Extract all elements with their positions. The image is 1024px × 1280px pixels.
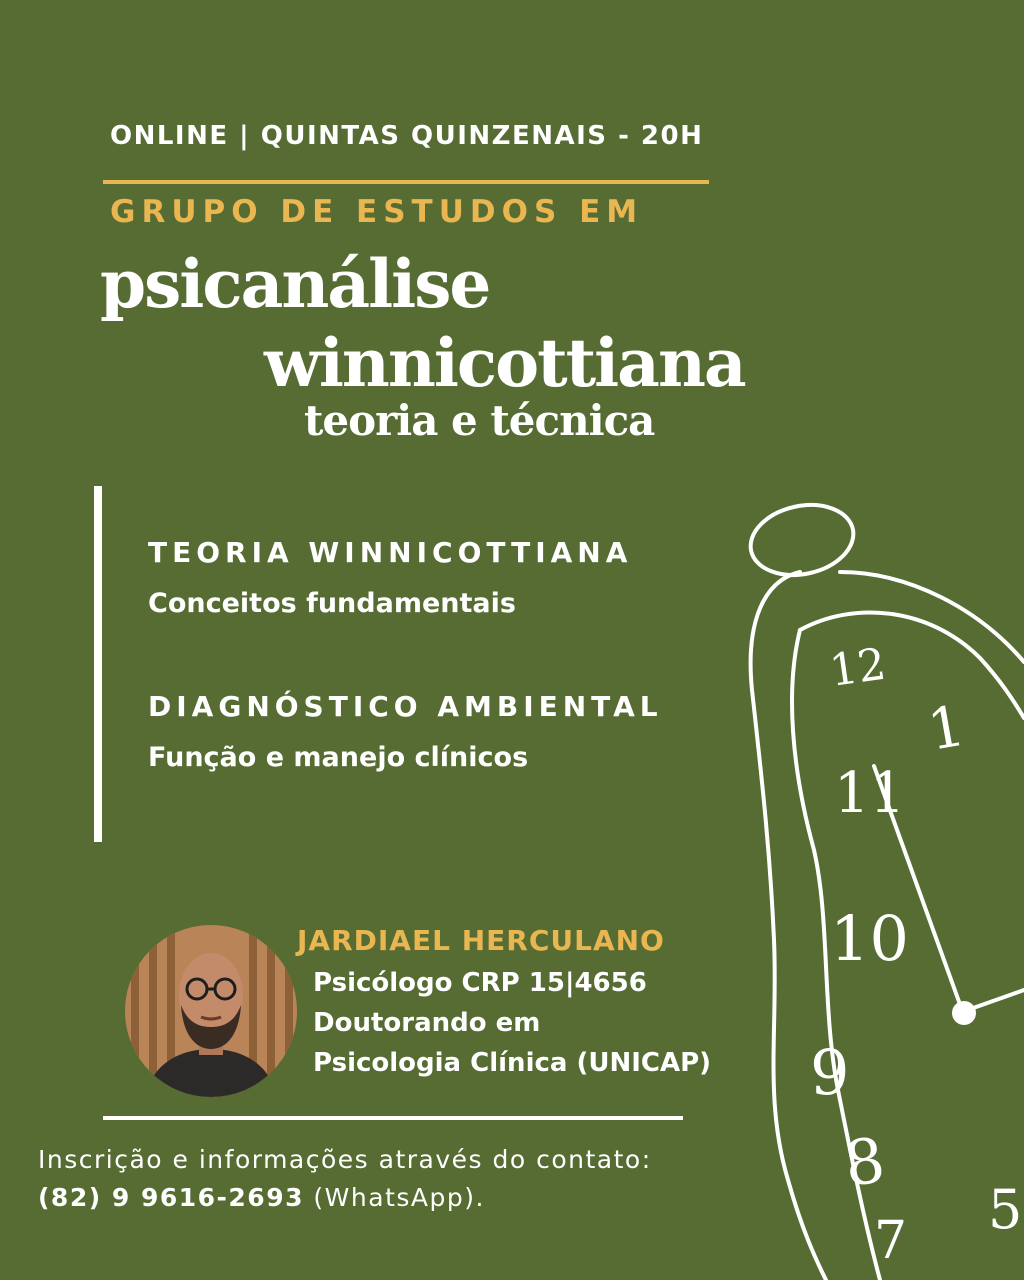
melting-clock-icon [740,490,1024,1280]
clock-numeral: 10 [830,902,909,975]
topics-vertical-bar [94,486,102,842]
clock-numeral: 5 [988,1178,1023,1241]
clock-numeral: 11 [834,761,906,826]
contact-line [38,1183,485,1212]
contact-suffix: (WhatsApp). [303,1183,485,1212]
clock-numeral: 12 [826,638,889,697]
title-line-2: winnicottiana [264,324,745,402]
speaker-credential: Psicologia Clínica (UNICAP) [313,1048,712,1078]
clock-numeral: 8 [839,1123,890,1201]
topic-2-subtitle: Função e manejo clínicos [148,742,529,773]
title-line-1: psicanálise [100,245,490,323]
clock-numeral: 7 [874,1211,908,1271]
clock-numeral: 9 [810,1036,850,1109]
topic-1-heading: TEORIA WINNICOTTIANA [148,536,633,569]
contact-intro: Inscrição e informações através do contato: [38,1145,652,1174]
bottom-divider [103,1116,683,1120]
title-subtitle: teoria e técnica [304,396,655,445]
speaker-credential: Psicólogo CRP 15|4656 [313,968,647,998]
schedule-text: ONLINE | QUINTAS QUINZENAIS - 20H [110,121,704,151]
top-divider [103,180,709,184]
speaker-credential: Doutorando em [313,1008,541,1038]
speaker-name: JARDIAEL HERCULANO [297,924,665,957]
topic-1-subtitle: Conceitos fundamentais [148,588,516,619]
contact-phone: (82) 9 9616-2693 [38,1183,304,1212]
speaker-avatar [125,925,297,1097]
kicker-text: GRUPO DE ESTUDOS EM [110,194,644,230]
topic-2-heading: DIAGNÓSTICO AMBIENTAL [148,690,663,723]
clock-numeral: 1 [923,693,970,764]
